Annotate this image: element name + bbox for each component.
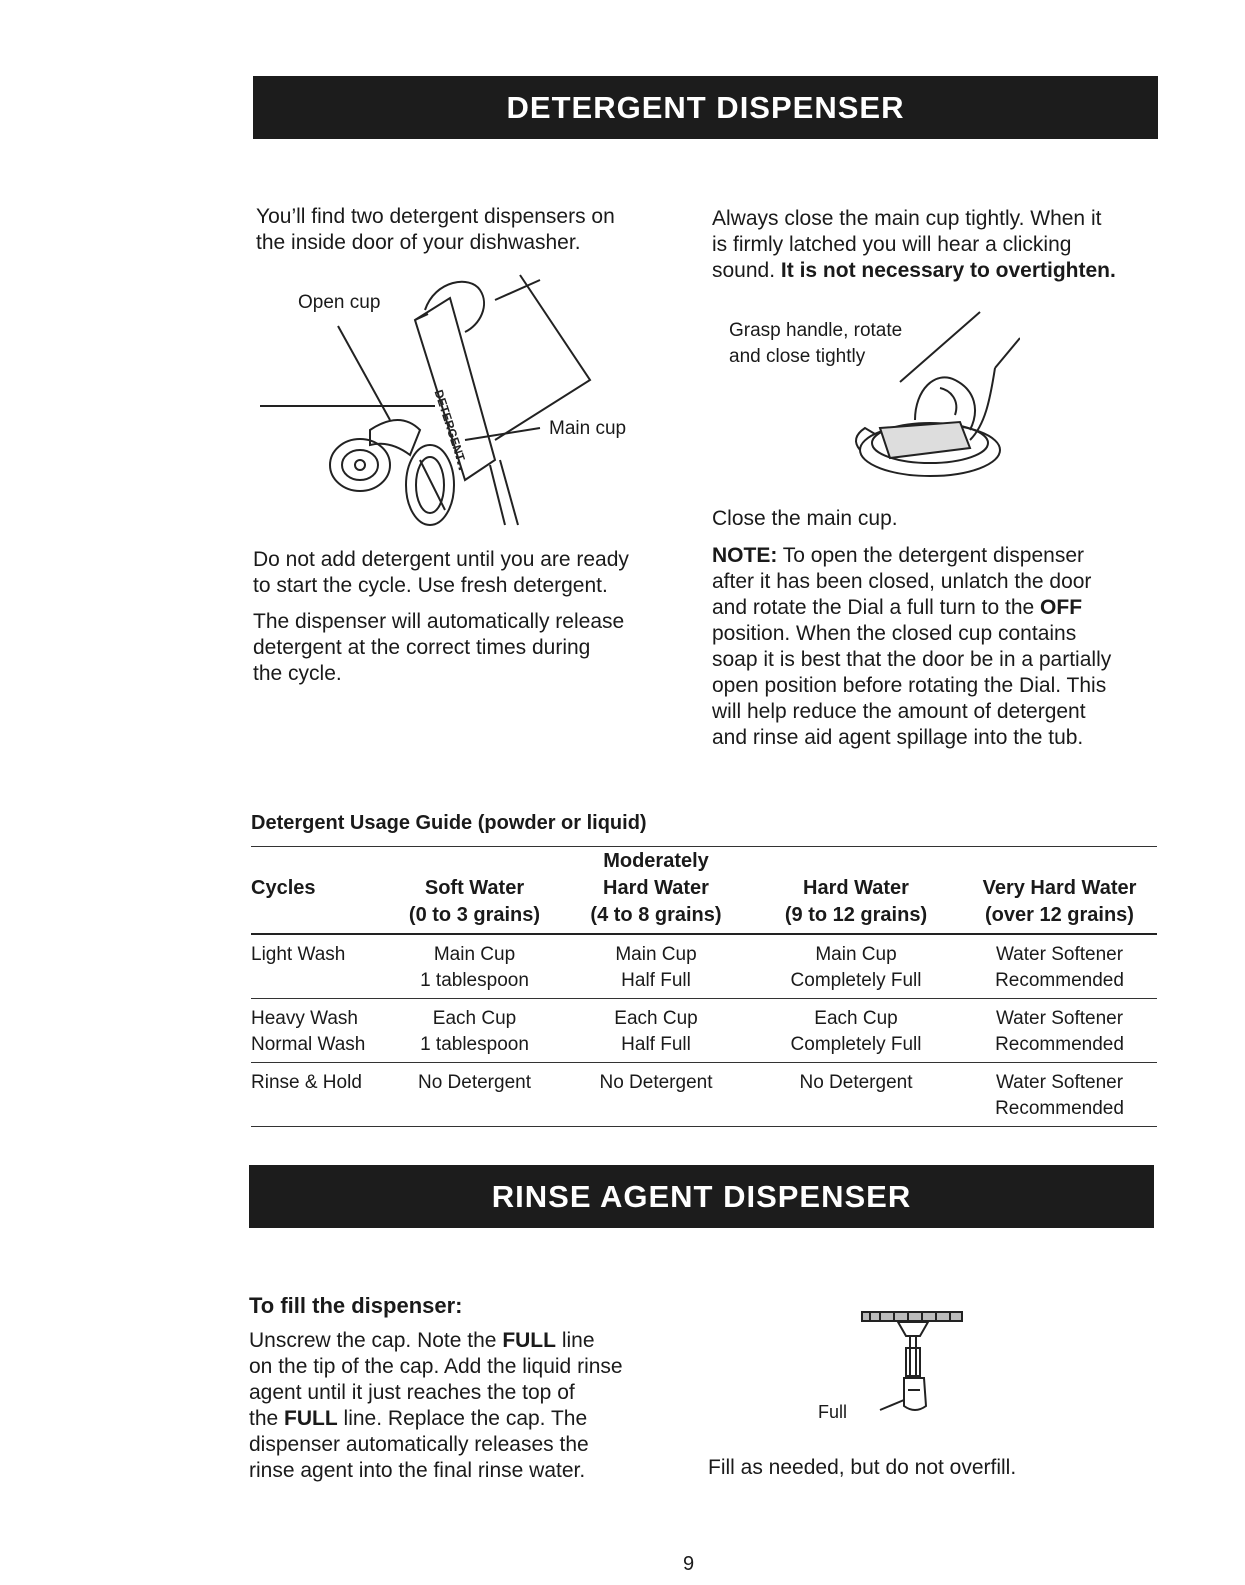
header-hard-water [750,848,962,934]
note-line-1: To open the detergent dispenser [782,544,1085,567]
header-subtext: (9 to 12 grains) [784,904,928,926]
cell-line: Water Softener [995,1072,1124,1093]
rinse-line-3: agent until it just reaches the top of [249,1381,575,1404]
open-dispenser-note [712,543,1111,751]
table-cell [251,999,387,1063]
table-cell [387,1063,562,1127]
header-text: Hard Water [803,877,909,899]
header-text: Very Hard Water [982,877,1137,899]
table-row [251,934,1157,999]
rinse-line-1: Unscrew the cap. Note the [249,1329,497,1352]
cell-line: Light Wash [251,944,346,965]
detergent-banner [253,76,1158,139]
cell-line: Normal Wash [251,1034,366,1055]
grasp-line-1: Grasp handle, rotate [729,320,903,341]
note-off-keyword: OFF [1040,596,1083,619]
table-cell [562,999,750,1063]
rinse-cap-illustration [850,1308,970,1428]
cell-line: Each Cup [814,1008,898,1029]
cell-line: Main Cup [815,944,897,965]
rinse-line-4-end: line. Replace the cap. The [343,1407,588,1430]
cell-line: 1 tablespoon [420,970,529,991]
rinse-line-6: rinse agent into the final rinse water. [249,1459,586,1482]
table-cell [562,934,750,999]
close-line-3: sound. [712,259,776,282]
header-very-hard-water [962,848,1157,934]
cell-line: Completely Full [790,1034,922,1055]
cell-line: Half Full [621,970,691,991]
table-cell [962,934,1157,999]
detergent-auto-release [253,609,624,687]
note-line-7: will help reduce the amount of detergent [712,700,1086,723]
rinse-banner [249,1165,1154,1228]
close-cup-instruction [712,206,1116,284]
rinse-caption: Fill as needed, but do not overfill. [708,1456,1017,1479]
cell-line: Each Cup [432,1008,517,1029]
note-line-3: and rotate the Dial a full turn to the [712,596,1035,619]
cell-line: Rinse & Hold [251,1072,362,1093]
header-text: Soft Water [424,877,525,899]
label-open-cup: Open cup [298,292,381,313]
note-line-5: soap it is best that the door be in a partially [712,648,1112,671]
cell-line: No Detergent [799,1072,913,1093]
full-keyword: FULL [502,1329,556,1352]
rinse-line-1-end: line [561,1329,595,1352]
header-text: Hard Water [603,877,709,899]
close-line-1: Always close the main cup tightly. When it [712,207,1102,230]
cell-line: Half Full [621,1034,691,1055]
cell-line: Completely Full [790,970,922,991]
cell-line: Each Cup [614,1008,698,1029]
fresh-line-1: Do not add detergent until you are ready [253,548,629,571]
intro-line-2: the inside door of your dishwasher. [256,231,581,254]
close-line-2: is firmly latched you will hear a clicking [712,233,1072,256]
table-row [251,1063,1157,1127]
grasp-line-2: and close tightly [729,346,866,367]
label-full: Full [818,1402,848,1422]
release-line-2: detergent at the correct times during [253,636,591,659]
header-moderately-hard [562,848,750,934]
detergent-intro [256,204,615,256]
page-number: 9 [683,1553,695,1575]
rinse-banner-title: RINSE AGENT DISPENSER [491,1178,912,1214]
header-cycles [251,848,387,934]
table-cell [750,999,962,1063]
cell-line: No Detergent [417,1072,531,1093]
cell-line: 1 tablespoon [420,1034,529,1055]
overtighten-warning: It is not necessary to overtighten. [780,259,1116,282]
header-subtext: (4 to 8 grains) [590,904,722,926]
cell-line: Recommended [995,970,1124,991]
cell-line: No Detergent [599,1072,713,1093]
rinse-subtitle: To fill the dispenser: [249,1293,463,1318]
table-header-row [251,848,1157,934]
fresh-line-2: to start the cycle. Use fresh detergent. [253,574,608,597]
table-cell [251,934,387,999]
header-text: Cycles [251,877,316,899]
note-label: NOTE: [712,544,778,567]
detergent-box-label: DETERGENT [431,388,468,463]
cell-line: Heavy Wash [251,1008,358,1029]
note-line-2: after it has been closed, unlatch the door [712,570,1092,593]
table-cell [562,1063,750,1127]
cell-line: Water Softener [995,944,1124,965]
table-cell [387,934,562,999]
table-cell [251,1063,387,1127]
note-line-4: position. When the closed cup contains [712,622,1077,645]
cell-line: Recommended [995,1034,1124,1055]
header-subtext: (0 to 3 grains) [408,904,541,926]
intro-line-1: You’ll find two detergent dispensers on [256,205,615,228]
rinse-line-4: the [249,1407,279,1430]
rinse-instructions [249,1328,623,1484]
note-line-8: and rinse aid agent spillage into the tub. [712,726,1084,749]
usage-guide-title: Detergent Usage Guide (powder or liquid) [251,812,647,834]
rinse-line-5: dispenser automatically releases the [249,1433,589,1456]
cell-line: Water Softener [995,1008,1124,1029]
cell-line: Main Cup [615,944,697,965]
note-line-6: open position before rotating the Dial. This [712,674,1107,697]
table-row [251,999,1157,1063]
label-main-cup: Main cup [549,418,627,439]
table-cell [387,999,562,1063]
table-cell [750,934,962,999]
usage-guide-top-rule [251,846,1157,847]
close-cup-illustration [820,310,1020,490]
close-main-cup-caption: Close the main cup. [712,507,898,530]
full-keyword: FULL [284,1407,338,1430]
table-cell [962,1063,1157,1127]
cell-line: Recommended [995,1098,1124,1119]
table-cell [750,1063,962,1127]
release-line-1: The dispenser will automatically release [253,610,625,633]
header-text: Moderately [603,850,709,872]
rinse-line-2: on the tip of the cap. Add the liquid rinse [249,1355,623,1378]
header-subtext: (over 12 grains) [985,904,1134,926]
table-cell [962,999,1157,1063]
header-soft-water [387,848,562,934]
detergent-fresh-note [253,547,629,599]
usage-guide-table [251,848,1157,1127]
release-line-3: the cycle. [253,662,342,685]
detergent-banner-title: DETERGENT DISPENSER [506,89,905,125]
cell-line: Main Cup [433,944,516,965]
